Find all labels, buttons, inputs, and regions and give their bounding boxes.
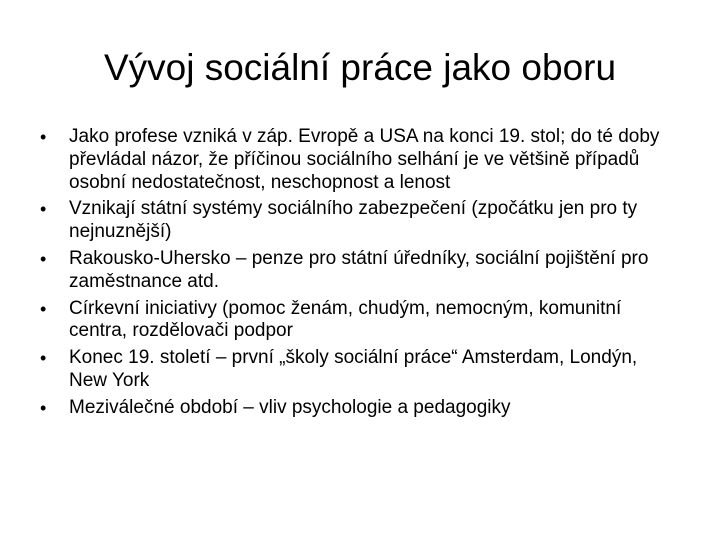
bullet-item: [40, 397, 680, 420]
bullet-item: [40, 248, 680, 294]
bullet-text: Jako profese vzniká v záp. Evropě a USA na konci 19. stol; do té doby převládal názor, že příčinou sociálního selhání je ve většině případů osobní nedostatečnost, neschopnost a lenost: [69, 126, 660, 193]
bullet-glyph: •: [40, 248, 47, 269]
bullet-item: [40, 126, 680, 194]
bullet-glyph: •: [40, 199, 47, 220]
bullet-text: Meziválečné období – vliv psychologie a pedagogiky: [69, 396, 511, 418]
bullet-text: Vznikají státní systémy sociálního zabezpečení (zpočátku jen pro ty nejnuznější): [69, 198, 638, 243]
bullet-glyph: •: [40, 348, 47, 369]
slide-title: Vývoj sociální práce jako oboru: [103, 47, 617, 88]
bullet-item: [40, 298, 680, 344]
bullet-glyph: •: [40, 127, 47, 147]
bullet-item: [40, 347, 680, 393]
bullet-glyph: •: [40, 298, 47, 319]
bullet-item: [40, 198, 680, 244]
bullet-text: Církevní iniciativy (pomoc ženám, chudým, nemocným, komunitní centra, rozdělovači podpor: [69, 297, 622, 342]
bullet-text: Rakousko-Uhersko – penze pro státní úředníky, sociální pojištění pro zaměstnance atd.: [69, 247, 649, 292]
bullet-text: Konec 19. století – první „školy sociální práce“ Amsterdam, Londýn, New York: [69, 347, 638, 391]
bullet-list: [40, 126, 680, 424]
bullet-glyph: •: [40, 397, 47, 418]
